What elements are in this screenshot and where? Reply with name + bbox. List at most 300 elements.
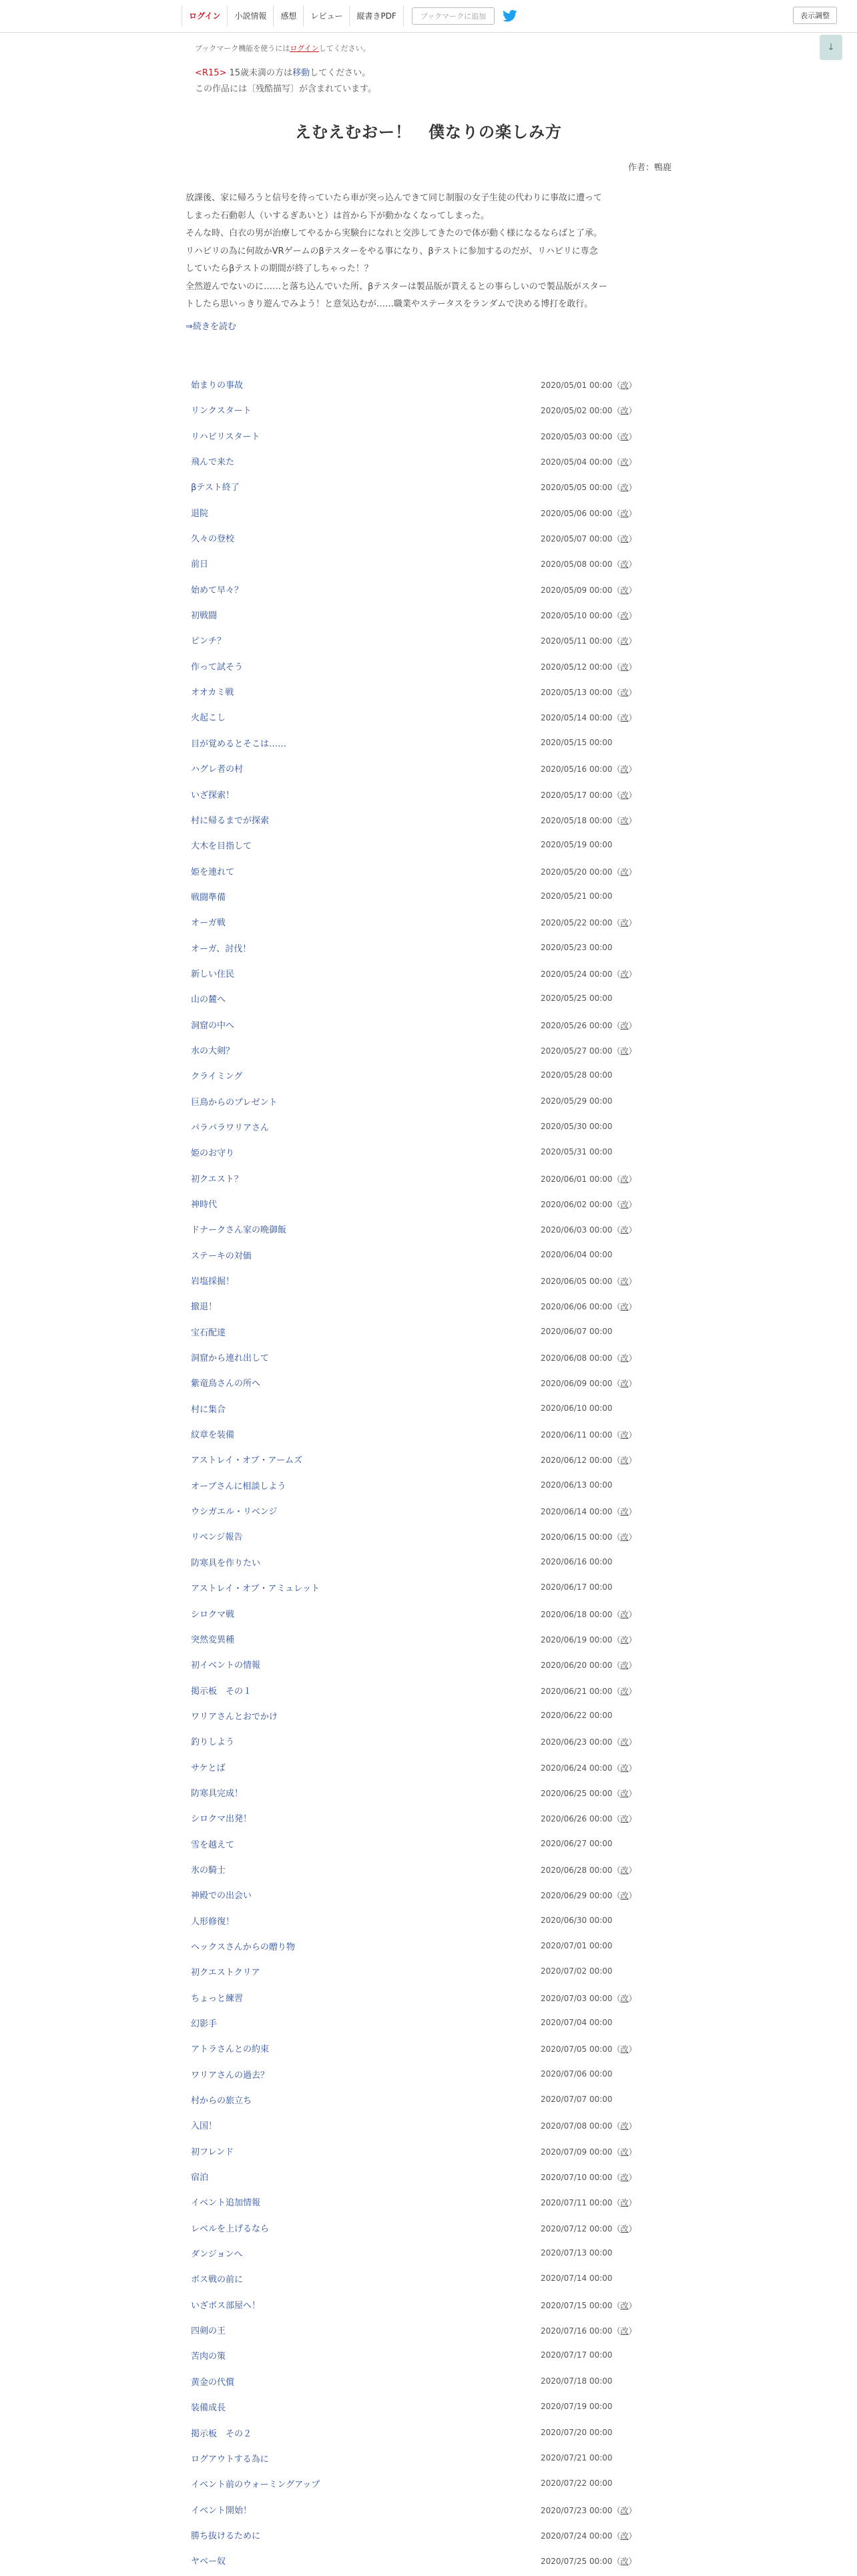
- chapter-title-link[interactable]: サケとば: [191, 1763, 226, 1773]
- nav-impressions-link[interactable]: 感想: [274, 5, 304, 27]
- chapter-title-link[interactable]: リベンジ報告: [191, 1532, 243, 1543]
- chapter-date-text: 2020/07/09 00:00: [541, 2147, 613, 2157]
- chapter-title-link[interactable]: ヘックスさんからの贈り物: [191, 1942, 295, 1952]
- chapter-title-link[interactable]: 装備成長: [191, 2403, 226, 2414]
- revision-label[interactable]: 改: [620, 2223, 629, 2233]
- chapter-date: [541, 2171, 637, 2183]
- chapter-title-link[interactable]: いざボス部屋へ！: [191, 2300, 261, 2311]
- chapter-title-link[interactable]: アストレイ・オブ・アームズ: [191, 1456, 303, 1466]
- revision-mark[interactable]: （改）: [612, 1532, 637, 1542]
- revision-label[interactable]: 改: [620, 508, 629, 518]
- revision-mark[interactable]: （改）: [612, 483, 637, 493]
- revision-label[interactable]: 改: [620, 1430, 629, 1440]
- revision-label[interactable]: 改: [620, 534, 629, 544]
- chapter-title-link[interactable]: 防寒具完成！: [191, 1788, 244, 1799]
- chapter-date-text: 2020/06/03 00:00: [541, 1225, 613, 1235]
- chapter-row: [191, 681, 645, 706]
- revision-label[interactable]: 改: [620, 1174, 629, 1184]
- chapter-title-link[interactable]: 雪を越えて: [191, 1840, 235, 1850]
- chapter-date: [541, 2300, 637, 2311]
- revision-mark[interactable]: （改）: [612, 2147, 637, 2157]
- revision-label[interactable]: 改: [620, 1379, 629, 1389]
- chapter-date: [541, 635, 637, 646]
- chapter-date: [541, 1199, 637, 1210]
- chapter-date: [541, 1685, 637, 1697]
- chapter-title-link[interactable]: レベルを上げるなら: [191, 2223, 270, 2234]
- chapter-date-text: 2020/05/22 00:00: [541, 918, 613, 928]
- chapter-date: [541, 2069, 613, 2079]
- chapter-row: [191, 1961, 645, 1986]
- chapter-date: [541, 2402, 613, 2411]
- chapter-date: [541, 507, 637, 519]
- read-more-link[interactable]: ⇒続きを読む: [186, 322, 236, 332]
- chapter-title-link[interactable]: 姫のお守り: [191, 1148, 235, 1159]
- chapter-title-link[interactable]: 氷の騎士: [191, 1865, 226, 1876]
- revision-mark[interactable]: （改）: [612, 636, 637, 646]
- chapter-title-link[interactable]: 撤退！: [191, 1302, 218, 1313]
- revision-mark[interactable]: （改）: [612, 713, 637, 723]
- chapter-title-link[interactable]: ハグレ者の村: [191, 765, 244, 775]
- revision-label[interactable]: 改: [620, 918, 629, 928]
- revision-label[interactable]: 改: [620, 2045, 629, 2055]
- chapter-date: [541, 2530, 637, 2541]
- chapter-title-link[interactable]: シロクマ出発！: [191, 1814, 252, 1825]
- revision-label[interactable]: 改: [620, 636, 629, 646]
- revision-mark[interactable]: （改）: [612, 611, 637, 621]
- chapter-title-link[interactable]: 四剣の王: [191, 2326, 226, 2337]
- revision-label[interactable]: 改: [620, 969, 629, 979]
- chapter-title-link[interactable]: 防寒具を作りたい: [191, 1558, 261, 1568]
- revision-label[interactable]: 改: [620, 381, 629, 390]
- chapter-title-link[interactable]: オーブさんに相談しよう: [191, 1481, 286, 1492]
- chapter-date-text: 2020/05/07 00:00: [541, 534, 613, 544]
- chapter-row: [191, 2166, 645, 2191]
- chapter-row: [191, 1629, 645, 1654]
- revision-mark[interactable]: （改）: [612, 662, 637, 672]
- top-nav: [0, 0, 857, 33]
- chapter-title-link[interactable]: オーガ戦: [191, 918, 226, 929]
- chapter-title-link[interactable]: 掲示板 その１: [191, 1686, 252, 1697]
- chapter-title-link[interactable]: 飛んで来た: [191, 457, 235, 468]
- chapter-row: [191, 2038, 645, 2063]
- chapter-title-link[interactable]: 村に集合: [191, 1404, 226, 1415]
- chapter-date-text: 2020/07/24 00:00: [541, 2531, 613, 2541]
- chapter-title-link[interactable]: 人形修復！: [191, 1916, 235, 1927]
- chapter-title-link[interactable]: ヤベー奴: [191, 2557, 226, 2567]
- chapter-date: [541, 1275, 637, 1287]
- chapter-title-link[interactable]: 作って試そう: [191, 662, 244, 672]
- revision-label[interactable]: 改: [620, 1661, 629, 1671]
- chapter-date-text: 2020/06/07 00:00: [541, 1326, 613, 1336]
- chapter-date: [541, 379, 637, 391]
- chapter-title-link[interactable]: ワリアさんとおでかけ: [191, 1711, 278, 1722]
- chapter-date-text: 2020/06/22 00:00: [541, 1710, 613, 1720]
- revision-mark[interactable]: （改）: [612, 1456, 637, 1466]
- revision-label[interactable]: 改: [620, 1020, 629, 1030]
- revision-mark[interactable]: （改）: [612, 2531, 637, 2541]
- revision-label[interactable]: 改: [620, 1993, 629, 2003]
- chapter-title-link[interactable]: オオカミ戦: [191, 688, 234, 698]
- chapter-date-text: 2020/06/24 00:00: [541, 1763, 613, 1773]
- revision-mark[interactable]: （改）: [612, 381, 637, 390]
- chapter-row: [191, 2473, 645, 2499]
- revision-mark[interactable]: （改）: [612, 1430, 637, 1440]
- chapter-title-link[interactable]: イベント開始！: [191, 2505, 252, 2516]
- chapter-title-link[interactable]: ピンチ？: [191, 636, 226, 647]
- chapter-date: [541, 405, 637, 416]
- revision-mark[interactable]: （改）: [612, 969, 637, 979]
- chapter-title-link[interactable]: 勝ち抜けるために: [191, 2531, 261, 2541]
- chapter-row: [191, 1680, 645, 1705]
- chapter-date-text: 2020/05/19 00:00: [541, 840, 613, 850]
- chapter-title-link[interactable]: 退院: [191, 508, 209, 519]
- revision-label[interactable]: 改: [620, 483, 629, 493]
- chapter-title-link[interactable]: 苦肉の策: [191, 2352, 226, 2362]
- chapter-date: [541, 2043, 637, 2055]
- revision-mark[interactable]: （改）: [612, 2045, 637, 2055]
- chapter-title-link[interactable]: 初クエスト？: [191, 1174, 243, 1185]
- chapter-row: [191, 2448, 645, 2473]
- chapter-row: [191, 706, 645, 732]
- chapter-date: [541, 1941, 613, 1950]
- revision-label[interactable]: 改: [620, 1302, 629, 1312]
- chapter-title-link[interactable]: 宝石配達: [191, 1327, 226, 1338]
- revision-label[interactable]: 改: [620, 1788, 629, 1798]
- chapter-title-link[interactable]: 神時代: [191, 1200, 218, 1210]
- chapter-title-link[interactable]: ステーキの対価: [191, 1251, 252, 1261]
- chapter-date: [541, 1787, 637, 1799]
- chapter-date-text: 2020/06/16 00:00: [541, 1556, 613, 1566]
- revision-mark[interactable]: （改）: [612, 1686, 637, 1696]
- revision-label[interactable]: 改: [620, 1635, 629, 1645]
- chapter-date-text: 2020/07/02 00:00: [541, 1966, 613, 1976]
- chapter-title-link[interactable]: 洞窟の中へ: [191, 1020, 235, 1031]
- chapter-title-link[interactable]: 初戦闘: [191, 611, 218, 622]
- chapter-title-link[interactable]: 初クエストクリア: [191, 1968, 260, 1978]
- nav-review-link[interactable]: レビュー: [304, 5, 350, 27]
- revision-label[interactable]: 改: [620, 406, 629, 416]
- revision-mark[interactable]: （改）: [612, 1661, 637, 1671]
- chapter-title-link[interactable]: 前日: [191, 560, 209, 570]
- nav-novel-info-link[interactable]: 小説情報: [228, 5, 274, 27]
- age-warning-suffix: してください。: [310, 68, 371, 78]
- chapter-date: [541, 866, 637, 877]
- chapter-date: [541, 789, 637, 801]
- chapter-date: [541, 1557, 613, 1566]
- revision-label[interactable]: 改: [620, 1277, 629, 1287]
- chapter-row: [191, 2294, 645, 2320]
- chapter-title-link[interactable]: 火起こし: [191, 713, 226, 724]
- chapter-title-link[interactable]: リンクスタート: [191, 406, 252, 417]
- revision-mark[interactable]: （改）: [612, 585, 637, 595]
- chapter-date: [541, 1659, 637, 1671]
- chapter-date: [541, 943, 613, 952]
- chapter-title-link[interactable]: ウシガエル・リベンジ: [191, 1507, 278, 1518]
- chapter-title-link[interactable]: 姫を連れて: [191, 867, 235, 877]
- revision-mark[interactable]: （改）: [612, 1993, 637, 2003]
- chapter-title-link[interactable]: 幻影手: [191, 2019, 218, 2029]
- synopsis-line: そんな時、白衣の男が治療してやるから実験台になれと交渉してきたので体が動く様になるならばと了承。: [186, 228, 603, 238]
- chapter-title-link[interactable]: 黄金の代償: [191, 2377, 235, 2388]
- chapter-date-text: 2020/05/27 00:00: [541, 1046, 613, 1056]
- novel-title: えむえむおー！ 僕なりの楽しみ方: [295, 123, 562, 142]
- revision-mark[interactable]: （改）: [612, 1046, 637, 1056]
- revision-mark[interactable]: （改）: [612, 534, 637, 544]
- revision-label[interactable]: 改: [620, 867, 629, 877]
- revision-label[interactable]: 改: [620, 1200, 629, 1209]
- synopsis-line: しまった石動彰人（いするぎあいと）は首から下が動かなくなってしまった。: [186, 210, 490, 221]
- chapter-date: [541, 1864, 637, 1876]
- revision-label[interactable]: 改: [620, 1507, 629, 1517]
- chapter-title-link[interactable]: βテスト終了: [191, 483, 240, 493]
- chapter-title-link[interactable]: いざ探索！: [191, 790, 235, 801]
- chapter-title-link[interactable]: アストレイ・オブ・アミュレット: [191, 1584, 320, 1594]
- revision-mark[interactable]: （改）: [612, 2198, 637, 2208]
- revision-mark[interactable]: （改）: [612, 1635, 637, 1645]
- revision-mark[interactable]: （改）: [612, 1507, 637, 1517]
- chapter-date: [541, 1582, 613, 1592]
- chapter-date: [541, 1711, 613, 1720]
- revision-label[interactable]: 改: [620, 1865, 629, 1875]
- revision-mark[interactable]: （改）: [612, 688, 637, 698]
- nav-vertical-pdf-link[interactable]: 縦書きPDF: [350, 5, 403, 27]
- chapter-title-link[interactable]: 水の大剣？: [191, 1046, 235, 1056]
- chapter-title-link[interactable]: クライミング: [191, 1072, 243, 1082]
- revision-mark[interactable]: （改）: [612, 1609, 637, 1619]
- chapter-date: [541, 763, 637, 775]
- revision-mark[interactable]: （改）: [612, 508, 637, 518]
- revision-label[interactable]: 改: [620, 2173, 629, 2183]
- revision-mark[interactable]: （改）: [612, 457, 637, 467]
- chapter-date-text: 2020/07/25 00:00: [541, 2557, 613, 2567]
- revision-mark[interactable]: （改）: [612, 2121, 637, 2131]
- chapter-title-link[interactable]: 新しい住民: [191, 969, 235, 980]
- chapter-title-link[interactable]: 入国！: [191, 2121, 218, 2132]
- twitter-icon[interactable]: [503, 9, 517, 23]
- chapter-title-link[interactable]: 紋章を装備: [191, 1430, 235, 1441]
- chapter-title-link[interactable]: アトラさんとの約束: [191, 2045, 270, 2055]
- chapter-date-text: 2020/06/01 00:00: [541, 1174, 613, 1184]
- chapter-date-text: 2020/05/29 00:00: [541, 1096, 613, 1106]
- revision-label[interactable]: 改: [620, 2198, 629, 2208]
- revision-mark[interactable]: （改）: [612, 815, 637, 825]
- revision-label[interactable]: 改: [620, 1686, 629, 1696]
- chapter-date: [541, 1966, 613, 1976]
- chapter-date: [541, 558, 637, 570]
- revision-label[interactable]: 改: [620, 1609, 629, 1619]
- chapter-title-link[interactable]: ワリアさんの過去？: [191, 2070, 270, 2081]
- revision-mark[interactable]: （改）: [612, 2557, 637, 2567]
- revision-label[interactable]: 改: [620, 1763, 629, 1773]
- revision-mark[interactable]: （改）: [612, 1788, 637, 1798]
- revision-label[interactable]: 改: [620, 2147, 629, 2157]
- revision-label[interactable]: 改: [620, 585, 629, 595]
- revision-label[interactable]: 改: [620, 1225, 629, 1235]
- add-bookmark-button[interactable]: ブックマークに追加: [412, 7, 495, 25]
- chapter-date-text: 2020/06/26 00:00: [541, 1814, 613, 1824]
- chapter-title-link[interactable]: 掲示板 その２: [191, 2428, 252, 2439]
- revision-label[interactable]: 改: [620, 1456, 629, 1466]
- revision-mark[interactable]: （改）: [612, 1865, 637, 1875]
- chapter-title-link[interactable]: 宿泊: [191, 2173, 209, 2183]
- chapter-row: [191, 451, 645, 476]
- revision-label[interactable]: 改: [620, 431, 629, 441]
- revision-mark[interactable]: （改）: [612, 1379, 637, 1389]
- novel-synopsis: [186, 190, 673, 314]
- revision-label[interactable]: 改: [620, 1532, 629, 1542]
- chapter-date: [541, 1327, 613, 1336]
- chapter-title-link[interactable]: イベント追加情報: [191, 2198, 261, 2209]
- chapter-title-link[interactable]: 釣りしよう: [191, 1737, 235, 1748]
- chapter-title-link[interactable]: 目が覚めるとそこは……: [191, 738, 287, 749]
- revision-mark[interactable]: （改）: [612, 2505, 637, 2515]
- chapter-row: [191, 1295, 645, 1321]
- nav-login-link[interactable]: ログイン: [182, 5, 228, 27]
- revision-label[interactable]: 改: [620, 457, 629, 467]
- revision-mark[interactable]: （改）: [612, 1174, 637, 1184]
- revision-label[interactable]: 改: [620, 713, 629, 723]
- revision-label[interactable]: 改: [620, 2557, 629, 2567]
- chapter-date-text: 2020/05/15 00:00: [541, 737, 613, 747]
- revision-label[interactable]: 改: [620, 1814, 629, 1824]
- revision-mark[interactable]: （改）: [612, 1200, 637, 1209]
- chapter-title-link[interactable]: ちょっと練習: [191, 1993, 244, 2004]
- revision-mark[interactable]: （改）: [612, 2300, 637, 2310]
- revision-mark[interactable]: （改）: [612, 1020, 637, 1030]
- revision-mark[interactable]: （改）: [612, 431, 637, 441]
- revision-label[interactable]: 改: [620, 662, 629, 672]
- chapter-date-text: 2020/06/17 00:00: [541, 1582, 613, 1592]
- revision-mark[interactable]: （改）: [612, 2173, 637, 2183]
- chapter-row: [191, 2217, 645, 2243]
- chapter-title-link[interactable]: 初フレンド: [191, 2147, 234, 2157]
- chapter-title-link[interactable]: 巨鳥からのプレゼント: [191, 1097, 278, 1108]
- revision-mark[interactable]: （改）: [612, 1302, 637, 1312]
- chapter-title-link[interactable]: 村からの旅立ち: [191, 2096, 252, 2107]
- revision-mark[interactable]: （改）: [612, 560, 637, 570]
- notice-login-link[interactable]: ログイン: [290, 44, 319, 53]
- revision-label[interactable]: 改: [620, 2531, 629, 2541]
- chapter-row: [191, 1245, 645, 1270]
- chapter-title-link[interactable]: 神殿での出会い: [191, 1891, 252, 1902]
- chapter-date-text: 2020/07/19 00:00: [541, 2402, 613, 2412]
- chapter-date-text: 2020/05/25 00:00: [541, 994, 613, 1004]
- revision-label[interactable]: 改: [620, 2300, 629, 2310]
- chapter-row: [191, 2396, 645, 2422]
- chapter-date-text: 2020/07/05 00:00: [541, 2045, 613, 2055]
- revision-label[interactable]: 改: [620, 611, 629, 621]
- chapter-date: [541, 1813, 637, 1824]
- display-settings-button[interactable]: 表示調整: [793, 7, 837, 24]
- chapter-row: [191, 1884, 645, 1910]
- chapter-date-text: 2020/07/22 00:00: [541, 2479, 613, 2489]
- chapter-row: [191, 656, 645, 681]
- revision-mark[interactable]: （改）: [612, 867, 637, 877]
- revision-mark[interactable]: （改）: [612, 1225, 637, 1235]
- chapter-title-link[interactable]: 大木を目指して: [191, 841, 252, 852]
- chapter-title-link[interactable]: オーガ、討伐！: [191, 943, 252, 954]
- chapter-date-text: 2020/06/06 00:00: [541, 1302, 613, 1312]
- chapter-row: [191, 1014, 645, 1040]
- revision-label[interactable]: 改: [620, 790, 629, 800]
- revision-label[interactable]: 改: [620, 560, 629, 570]
- revision-mark[interactable]: （改）: [612, 1737, 637, 1747]
- chapter-title-link[interactable]: ドナークさん家の晩御飯: [191, 1225, 287, 1236]
- chapter-date-text: 2020/07/18 00:00: [541, 2376, 613, 2386]
- revision-label[interactable]: 改: [620, 1046, 629, 1056]
- chapter-date: [541, 1890, 637, 1901]
- chapter-title-link[interactable]: 初イベントの情報: [191, 1661, 261, 1671]
- chapter-row: [191, 579, 645, 604]
- revision-label[interactable]: 改: [620, 1891, 629, 1901]
- chapter-title-link[interactable]: 山の麓へ: [191, 995, 226, 1006]
- revision-mark[interactable]: （改）: [612, 1277, 637, 1287]
- chapter-row: [191, 1475, 645, 1500]
- chapter-date: [541, 686, 637, 698]
- chapter-title-link[interactable]: 岩塩採掘！: [191, 1277, 235, 1287]
- revision-label[interactable]: 改: [620, 2505, 629, 2515]
- chapter-row: [191, 2268, 645, 2294]
- move-away-link[interactable]: 移動: [292, 68, 310, 78]
- chapter-title-link[interactable]: ログアウトする為に: [191, 2454, 269, 2464]
- chapter-row: [191, 1807, 645, 1833]
- chapter-date-text: 2020/07/04 00:00: [541, 2018, 613, 2027]
- chapter-title-link[interactable]: 紫竜鳥さんの所へ: [191, 1379, 261, 1389]
- scroll-down-button[interactable]: ↓: [820, 35, 842, 60]
- chapter-date: [541, 1147, 613, 1156]
- chapter-title-link[interactable]: 突然変異種: [191, 1635, 235, 1645]
- chapter-title-link[interactable]: 洞窟から連れ出して: [191, 1353, 270, 1364]
- revision-label[interactable]: 改: [620, 1737, 629, 1747]
- chapter-date-text: 2020/07/16 00:00: [541, 2326, 613, 2336]
- chapter-title-link[interactable]: パラパラワリアさん: [191, 1122, 270, 1133]
- revision-label[interactable]: 改: [620, 2121, 629, 2131]
- revision-mark[interactable]: （改）: [612, 2326, 637, 2336]
- revision-mark[interactable]: （改）: [612, 918, 637, 928]
- chapter-date: [541, 2146, 637, 2157]
- chapter-title-link[interactable]: シロクマ戦: [191, 1609, 235, 1620]
- chapter-row: [191, 1347, 645, 1372]
- chapter-title-link[interactable]: リハビリスタート: [191, 431, 260, 442]
- revision-mark[interactable]: （改）: [612, 1763, 637, 1773]
- chapter-title-link[interactable]: 始めて早々？: [191, 585, 244, 596]
- chapter-title-link[interactable]: ダンジョンへ: [191, 2249, 243, 2260]
- chapter-date: [541, 1173, 637, 1185]
- revision-label[interactable]: 改: [620, 815, 629, 825]
- content-warning: この作品には〔残酷描写〕が含まれています。: [195, 84, 376, 94]
- chapter-title-link[interactable]: 戦闘準備: [191, 892, 226, 903]
- revision-mark[interactable]: （改）: [612, 1891, 637, 1901]
- revision-mark[interactable]: （改）: [612, 406, 637, 416]
- revision-label[interactable]: 改: [620, 765, 629, 775]
- revision-label[interactable]: 改: [620, 688, 629, 698]
- chapter-date-text: 2020/07/21 00:00: [541, 2452, 613, 2462]
- chapter-title-link[interactable]: 始まりの事故: [191, 381, 244, 391]
- revision-mark[interactable]: （改）: [612, 1353, 637, 1363]
- revision-mark[interactable]: （改）: [612, 765, 637, 775]
- chapter-title-link[interactable]: ボス戦の前に: [191, 2275, 244, 2286]
- chapter-date-text: 2020/05/28 00:00: [541, 1070, 613, 1080]
- chapter-date-text: 2020/07/23 00:00: [541, 2505, 613, 2515]
- revision-label[interactable]: 改: [620, 2326, 629, 2336]
- revision-label[interactable]: 改: [620, 1353, 629, 1363]
- chapter-title-link[interactable]: イベント前のウォーミングアップ: [191, 2480, 320, 2491]
- revision-mark[interactable]: （改）: [612, 790, 637, 800]
- revision-mark[interactable]: （改）: [612, 2223, 637, 2233]
- chapter-title-link[interactable]: 村に帰るまでが探索: [191, 815, 270, 826]
- chapter-title-link[interactable]: 久々の登校: [191, 534, 235, 545]
- revision-mark[interactable]: （改）: [612, 1814, 637, 1824]
